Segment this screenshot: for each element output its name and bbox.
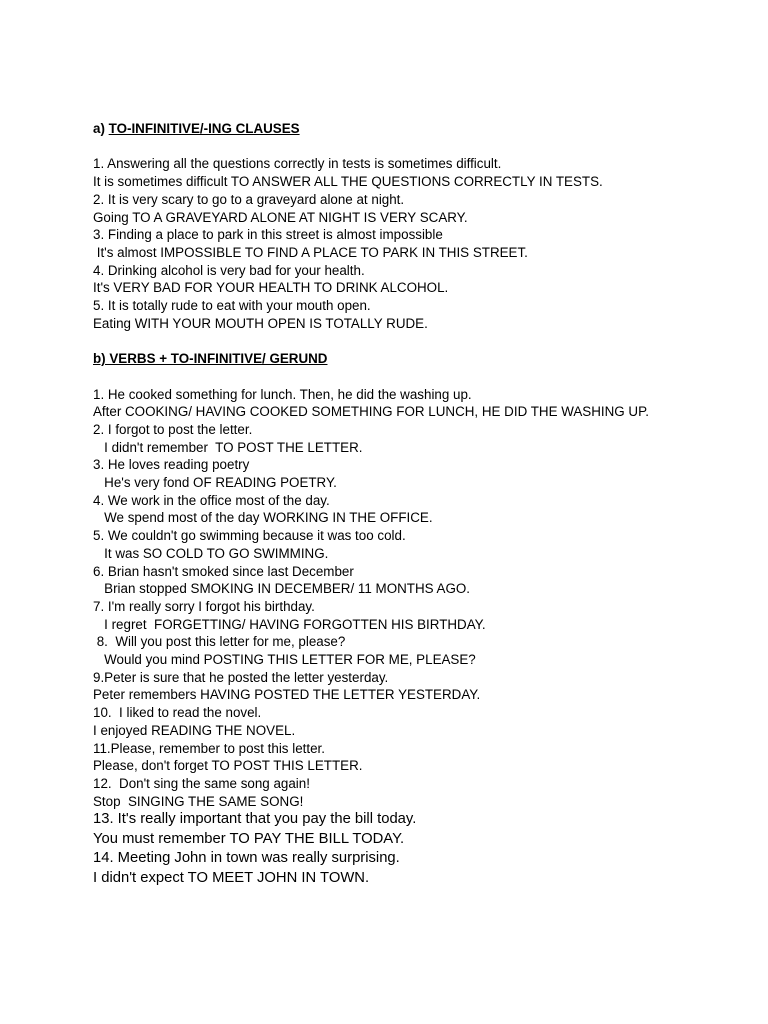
exercise-line: It's almost IMPOSSIBLE TO FIND A PLACE TO PARK IN THIS STREET. [93,244,528,260]
exercise-line: 13. It's really important that you pay the bill today. [93,811,417,828]
exercise-line: I didn't remember TO POST THE LETTER. [93,439,363,455]
exercise-line: I regret FORGETTING/ HAVING FORGOTTEN HIS BIRTHDAY. [93,616,486,632]
exercise-line: 1. He cooked something for lunch. Then, he did the washing up. [93,386,472,402]
exercise-line: 11.Please, remember to post this letter. [93,740,325,756]
exercise-line: You must remember TO PAY THE BILL TODAY. [93,830,405,847]
section-a-exercises [93,155,713,332]
exercise-line: Peter remembers HAVING POSTED THE LETTER YESTERDAY. [93,687,481,703]
exercise-line: Please, don't forget TO POST THIS LETTER. [93,758,363,774]
exercise-line: 6. Brian hasn't smoked since last December [93,563,354,579]
exercise-line: Going TO A GRAVEYARD ALONE AT NIGHT IS VERY SCARY. [93,209,468,225]
exercise-line: 1. Answering all the questions correctly in tests is sometimes difficult. [93,156,502,172]
exercise-line: Eating WITH YOUR MOUTH OPEN IS TOTALLY RUDE. [93,315,428,331]
exercise-line: It was SO COLD TO GO SWIMMING. [93,545,329,561]
exercise-line: I didn't expect TO MEET JOHN IN TOWN. [93,869,370,886]
exercise-line: It's VERY BAD FOR YOUR HEALTH TO DRINK ALCOHOL. [93,280,449,296]
section-a-prefix: a) [93,121,109,136]
exercise-line: He's very fond OF READING POETRY. [93,475,337,491]
exercise-line: 5. It is totally rude to eat with your mouth open. [93,298,371,314]
section-a-title: TO-INFINITIVE/-ING CLAUSES [108,121,300,136]
exercise-line: 14. Meeting John in town was really surprising. [93,850,400,867]
exercise-line: 3. He loves reading poetry [93,457,250,473]
exercise-line: 10. I liked to read the novel. [93,705,262,721]
exercise-line: 7. I'm really sorry I forgot his birthday. [93,598,315,614]
exercise-line: 3. Finding a place to park in this street is almost impossible [93,227,443,243]
exercise-line: 12. Don't sing the same song again! [93,775,310,791]
section-b-heading: b) VERBS + TO-INFINITIVE/ GERUND [93,351,328,367]
exercise-line: 8. Will you post this letter for me, please? [93,634,346,650]
exercise-line: 5. We couldn't go swimming because it was too cold. [93,528,406,544]
exercise-line: After COOKING/ HAVING COOKED SOMETHING FOR LUNCH, HE DID THE WASHING UP. [93,404,650,420]
exercise-line: 2. I forgot to post the letter. [93,421,253,437]
section-b-exercises [93,386,713,889]
exercise-line: Stop SINGING THE SAME SONG! [93,793,304,809]
exercise-line: Brian stopped SMOKING IN DECEMBER/ 11 MONTHS AGO. [93,581,471,597]
document-page [93,120,713,888]
exercise-line: 4. Drinking alcohol is very bad for your health. [93,262,365,278]
exercise-line: Would you mind POSTING THIS LETTER FOR ME, PLEASE? [93,652,476,668]
exercise-line: I enjoyed READING THE NOVEL. [93,722,296,738]
exercise-line: We spend most of the day WORKING IN THE OFFICE. [93,510,433,526]
section-a-heading [93,120,713,138]
exercise-line: 4. We work in the office most of the day. [93,492,330,508]
exercise-line: 2. It is very scary to go to a graveyard alone at night. [93,191,405,207]
exercise-line: 9.Peter is sure that he posted the letter yesterday. [93,669,389,685]
exercise-line: It is sometimes difficult TO ANSWER ALL THE QUESTIONS CORRECTLY IN TESTS. [93,174,603,190]
